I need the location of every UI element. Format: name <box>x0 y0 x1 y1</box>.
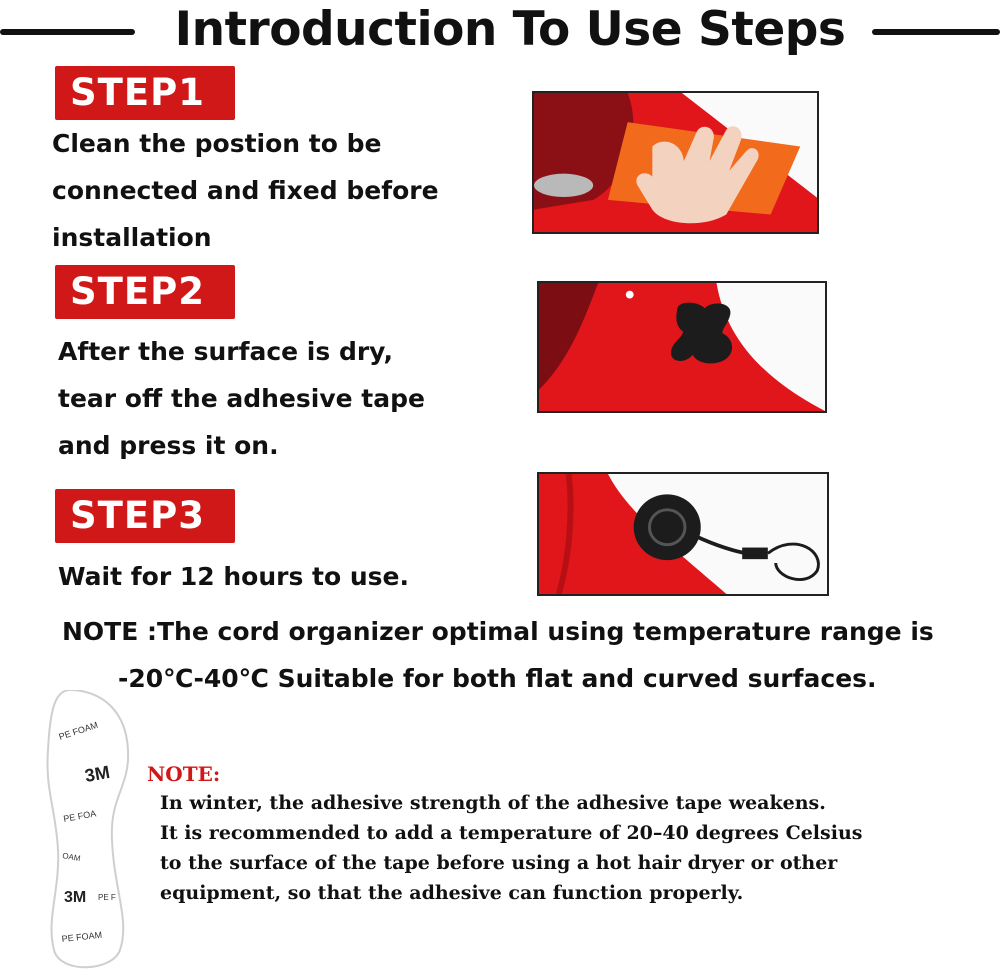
tape-label-pe-foa: PE FOA <box>62 808 97 824</box>
step2-line: and press it on. <box>58 431 279 460</box>
step2-line: tear off the adhesive tape <box>58 384 425 413</box>
step1-line: Clean the postion to be <box>52 129 382 158</box>
step3-badge: STEP3 <box>55 489 235 543</box>
winter-note-line: It is recommended to add a temperature of 20–40 degrees Celsius <box>160 822 863 844</box>
step3-line: Wait for 12 hours to use. <box>58 562 410 591</box>
step2-badge: STEP2 <box>55 265 235 319</box>
note-temperature-line2: -20℃-40℃ Suitable for both flat and curved surfaces. <box>118 664 877 693</box>
title-divider-right <box>872 29 1000 35</box>
adhesive-tape-image <box>40 690 140 970</box>
winter-note-heading: NOTE: <box>147 762 221 786</box>
page-title: Introduction To Use Steps <box>174 2 846 57</box>
winter-note-line: to the surface of the tape before using a hot hair dryer or other <box>160 852 838 874</box>
step1-badge: STEP1 <box>55 66 235 120</box>
winter-note-line: equipment, so that the adhesive can function properly. <box>160 882 744 904</box>
tape-label-3m-pe-f: 3M <box>64 889 87 906</box>
step2-instructions <box>58 328 478 469</box>
tape-label-pe-f: PE F <box>98 893 116 902</box>
step2-photo-organizer <box>537 281 827 413</box>
tape-label-pe-foam: PE FOAM <box>57 719 100 742</box>
tape-label-oam: OAM <box>61 851 82 864</box>
step1-photo-cleaning <box>532 91 819 234</box>
step1-instructions <box>52 120 472 261</box>
winter-note-line: In winter, the adhesive strength of the adhesive tape weakens. <box>160 792 826 814</box>
title-bar <box>0 0 1000 60</box>
tape-label-pe-foam-bottom: PE FOAM <box>61 929 103 944</box>
title-divider-left <box>0 29 135 35</box>
step1-line: installation <box>52 223 212 252</box>
step3-photo-cord <box>537 472 829 596</box>
winter-note-body <box>160 788 1000 908</box>
step1-line: connected and fixed before <box>52 176 439 205</box>
step2-line: After the surface is dry, <box>58 337 394 366</box>
step3-instructions <box>58 553 478 600</box>
note-temperature-line1: NOTE :The cord organizer optimal using temperature range is <box>62 617 934 646</box>
tape-label-3m: 3M <box>83 761 112 786</box>
